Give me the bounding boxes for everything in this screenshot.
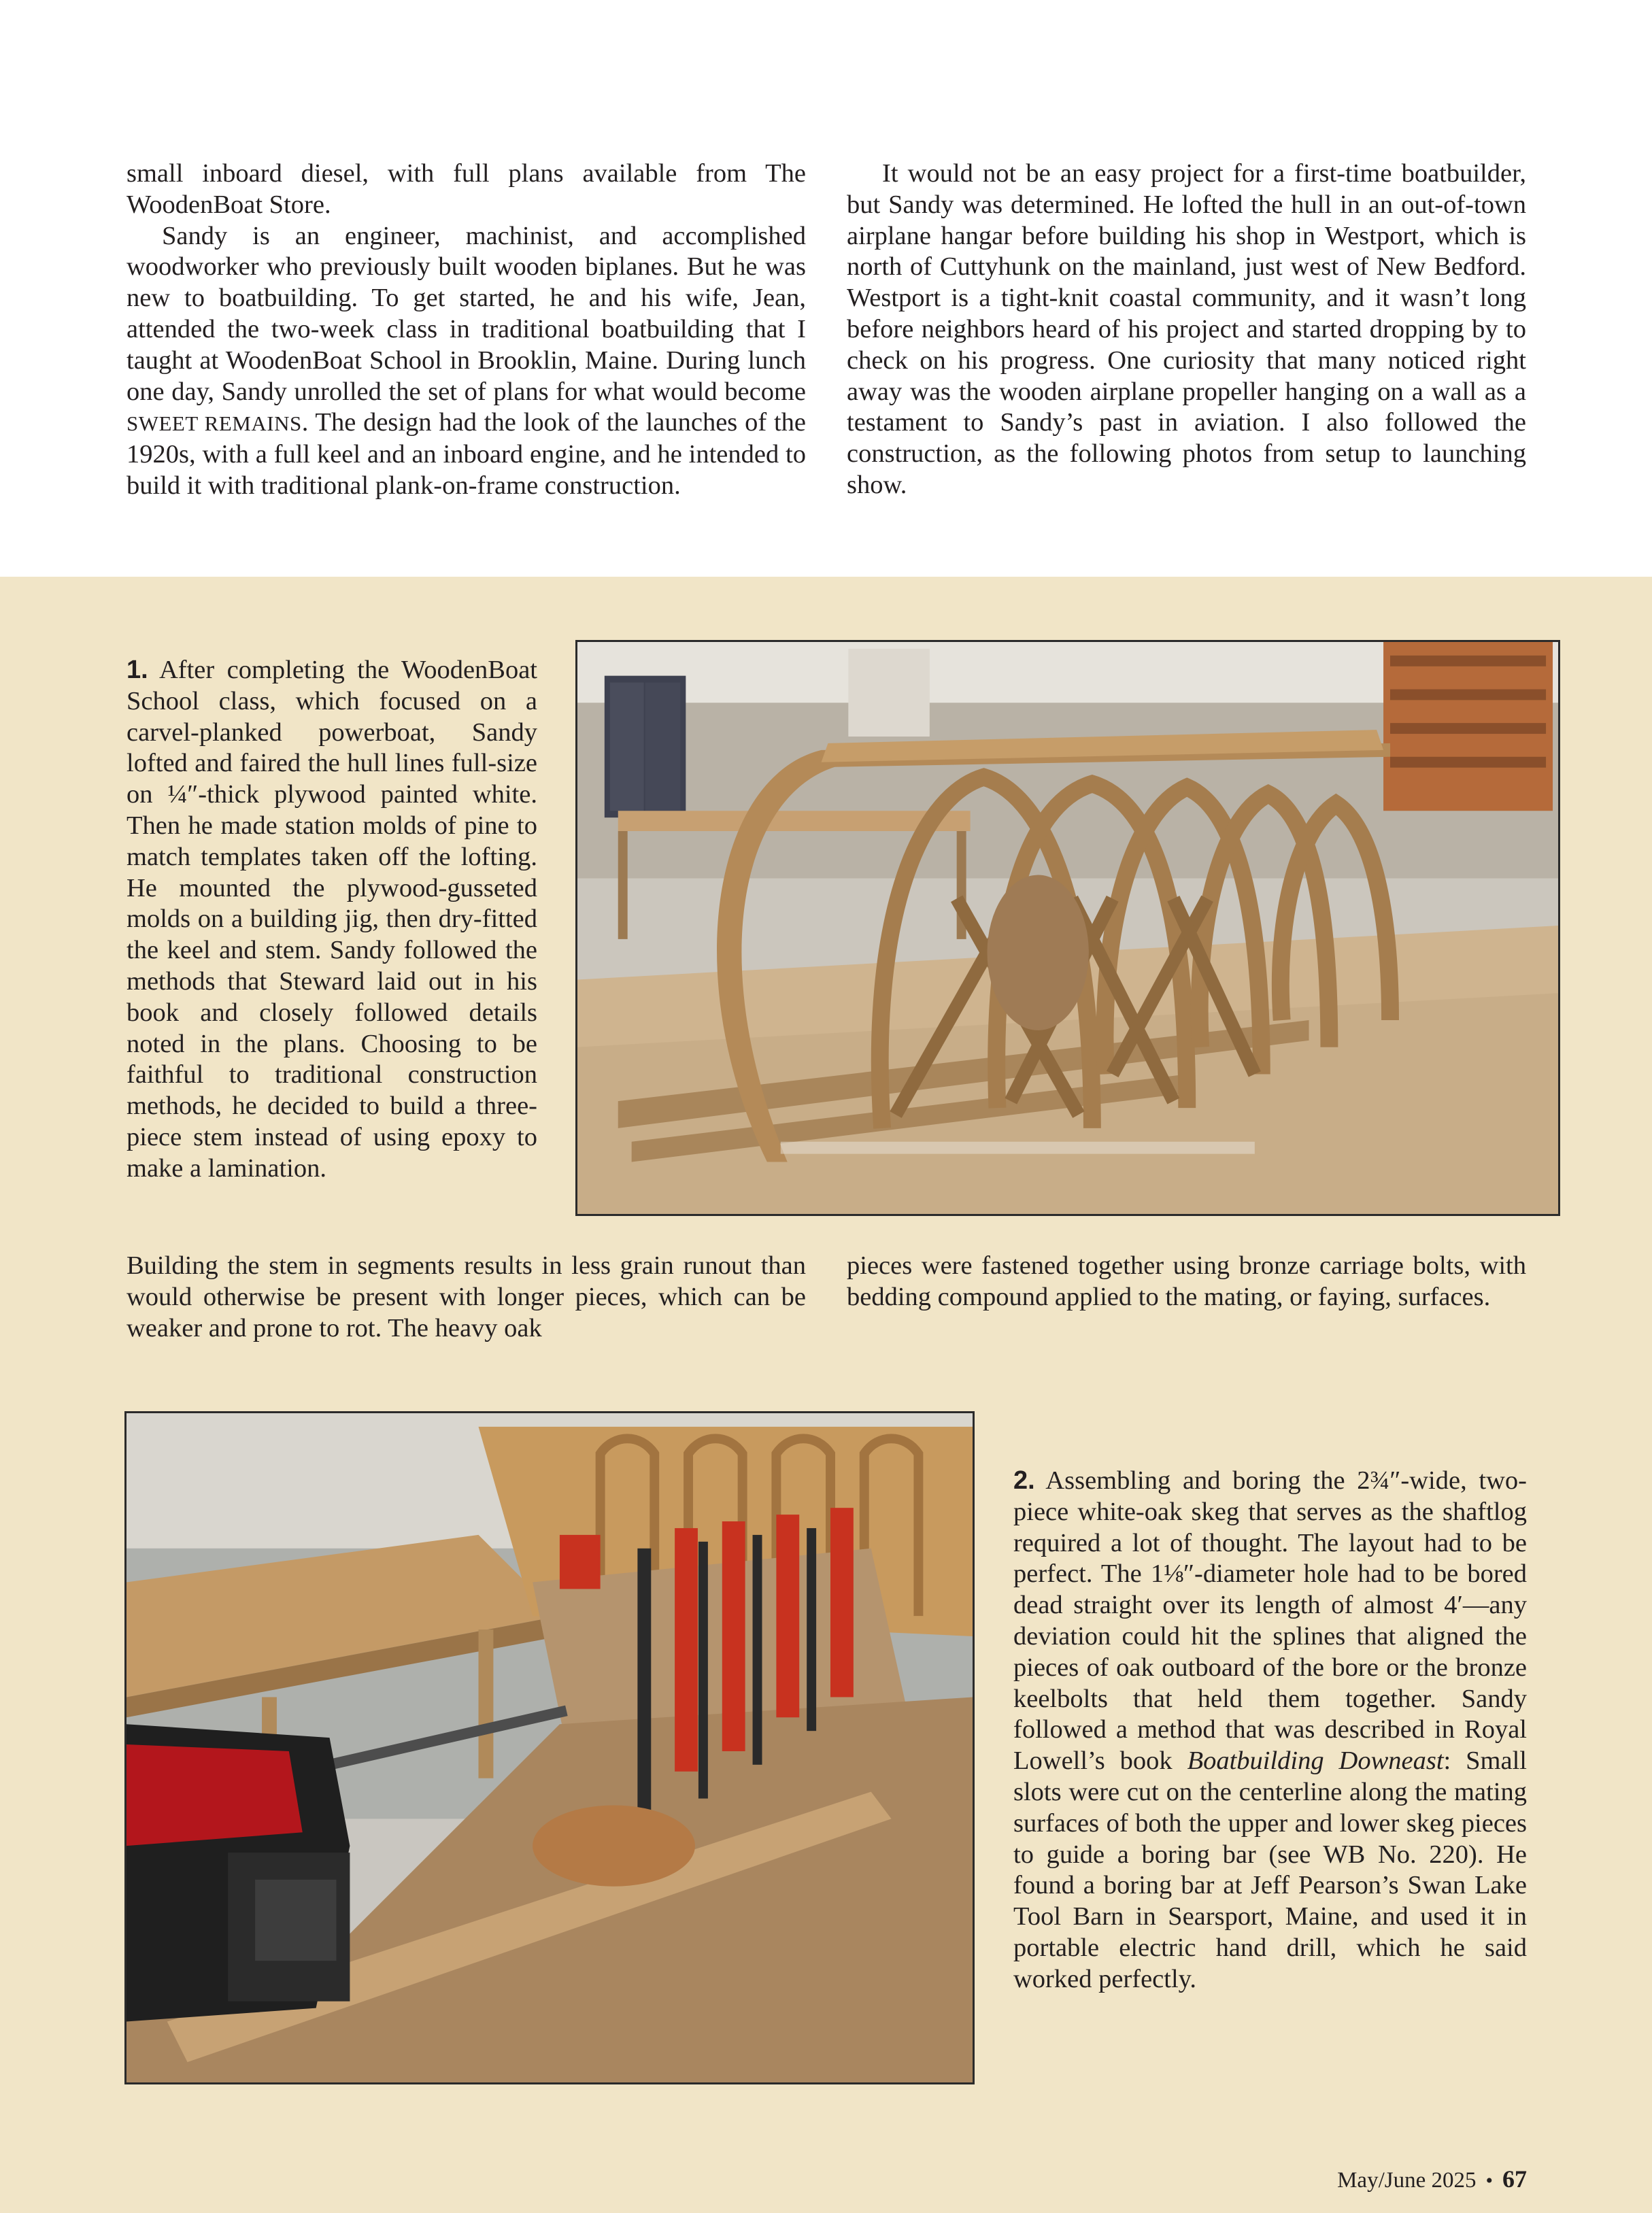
photo-building-jig: [575, 640, 1560, 1216]
caption-2-paragraph: 2. Assembling and boring the 2¾″-wide, two-piece white-oak skeg that serves as the shaftlog required a lot of thought. The layout had to be perfect. The 1⅛″-diameter hole had to be bored dead straight over its length of almost 4′—any deviation could hit the splines that aligned the pieces of oak outboard of the bore or the bronze keelbolts that held them together. Sandy followed a method that was described in Royal Lowell’s book Boatbuilding Downeast: Small slots were cut on the centerline along the mating surfaces of both the upper and lower skeg pieces to guide a boring bar (see WB No. 220). He found a boring bar at Jeff Pearson’s Swan Lake Tool Barn in Searsport, Maine, and used it in portable electric hand drill, which he said worked perfectly.: [1013, 1466, 1527, 1993]
folio-bullet: •: [1485, 2169, 1493, 2192]
page-number: 67: [1502, 2165, 1527, 2193]
caption-1-paragraph: 1. After completing the WoodenBoat School class, which focused on a carvel-planked powerboat, Sandy lofted and faired the hull lines full-size on ¼″-thick plywood painted white. Then he made station molds of pine to match templates taken off the lofting. He mounted the plywood-gusseted molds on a building jig, then dry-fitted the keel and stem. Sandy followed the methods that Steward laid out in his book and closely followed details noted in the plans. Choosing to be faithful to traditional construction methods, he decided to build a three-piece stem instead of using epoxy to make a lamination.: [127, 656, 537, 1183]
intro-paragraph-1: small inboard diesel, with full plans available from The WoodenBoat Store.: [127, 159, 806, 219]
caption-1-continued-right: pieces were fastened together using bronze carriage bolts, with bedding compound applied to the mating, or faying, surfaces.: [847, 1251, 1526, 1311]
intro-paragraph-2: Sandy is an engineer, machinist, and accomplished woodworker who previously built wooden biplanes. But he was new to boatbuilding. To get started, he and his wife, Jean, attended the two-week class in traditional boatbuilding that I taught at WoodenBoat School in Brooklin, Maine. During lunch one day, Sandy unrolled the set of plans for what would become SWEET REMAINS. The design had the look of the launches of the 1920s, with a full keel and an inboard engine, and he intended to build it with traditional plank-on-frame construction.: [127, 221, 807, 500]
intro-left-column: [127, 158, 806, 502]
photo-boring-skeg: [124, 1411, 975, 2084]
intro-paragraph-3: It would not be an easy project for a first-time boatbuilder, but Sandy was determined. He lofted the hull in an out-of-town airplane hangar before building his shop in Westport, which is north of Cuttyhunk on the mainland, just west of New Bedford. Westport is a tight-knit coastal community, and it wasn’t long before neighbors heard of his project and started dropping by to check on his progress. One curiosity that many noticed right away was the wooden airplane propeller hanging on a wall as a testament to Sandy’s past in aviation. I also followed the construction, as the following photos from setup to launching show.: [847, 159, 1526, 499]
photo-building-jig-image: [577, 642, 1558, 1214]
caption-2-number: 2.: [1013, 1466, 1035, 1495]
boat-name: SWEET REMAINS: [127, 411, 302, 436]
caption-2: [1013, 1466, 1527, 1995]
intro-right-column: [847, 158, 1526, 501]
caption-1-wrap: [127, 655, 537, 1185]
issue-date: May/June 2025: [1337, 2168, 1477, 2193]
photo-boring-skeg-image: [127, 1413, 973, 2082]
caption-1-continued-left: Building the stem in segments results in less grain runout than would otherwise be present with longer pieces, which can be weaker and prone to rot. The heavy oak: [127, 1251, 806, 1342]
book-title: Boatbuilding Downeast: [1187, 1746, 1444, 1776]
page-folio: [1156, 2165, 1527, 2195]
caption-1-number: 1.: [127, 656, 148, 684]
